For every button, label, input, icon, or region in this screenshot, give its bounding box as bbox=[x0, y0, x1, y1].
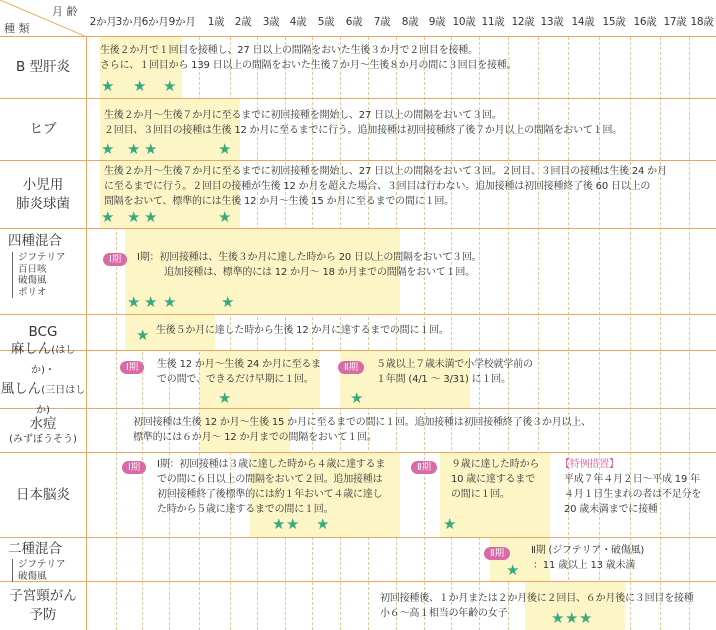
vaccine-name: 二種混合 bbox=[8, 541, 62, 557]
period-badge: Ⅰ期 bbox=[120, 361, 144, 374]
star-icon: ★ bbox=[127, 140, 141, 158]
age-column-label: 16歳 bbox=[633, 16, 657, 28]
schedule-text: 生後５か月に達した時から生後 12 か月に達するまでの間に１回。 bbox=[156, 325, 449, 336]
schedule-text: １年間 (4/1 ～ 3/31) に１回。 bbox=[376, 374, 511, 385]
age-column-label: 2か月 bbox=[89, 16, 117, 28]
star-icon: ★ bbox=[101, 208, 115, 226]
schedule-text: 生後２か月で１回目を接種し、27 日以上の間隔をおいた生後３か月で２回目を接種。 bbox=[100, 45, 478, 56]
age-header-row bbox=[0, 0, 716, 37]
schedule-text: ２回目、３回目の接種は生後 12 か月に至るまでに行う。追加接種は初回接種終了後７か月以上の間隔をおいて１回。 bbox=[104, 125, 623, 136]
star-icon: ★ bbox=[565, 609, 579, 627]
special-measure-title: 【特例措置】 bbox=[560, 459, 619, 470]
row-hpv bbox=[0, 582, 716, 630]
age-column-label: 10歳 bbox=[452, 16, 476, 28]
star-icon: ★ bbox=[350, 389, 364, 407]
schedule-text: 標準的には６か月～ 12 か月までの間隔をおいて１回。 bbox=[133, 432, 377, 443]
vaccine-name: 子宮頸がん bbox=[9, 588, 77, 604]
age-column-label: 1歳 bbox=[207, 16, 225, 28]
vaccine-name-note: (みずぼうそう) bbox=[9, 434, 77, 446]
star-icon: ★ bbox=[551, 609, 565, 627]
age-column-label: 9か月 bbox=[168, 16, 196, 28]
vaccine-name-cell bbox=[0, 340, 87, 416]
age-column-label: 12歳 bbox=[511, 16, 535, 28]
age-column-label: 9歳 bbox=[428, 16, 446, 28]
star-icon: ★ bbox=[144, 140, 158, 158]
schedule-text: 間隔をおいて、標準的には生後 12 か月～生後 15 か月に至るまでの間に１回。 bbox=[104, 196, 454, 207]
star-icon: ★ bbox=[316, 515, 330, 533]
vaccine-name-cell bbox=[0, 229, 87, 314]
schedule-text: 生後２か月～生後７か月に至るまでに初回接種を開始し、27 日以上の間隔をおいて３回。２回目、３回目の接種は生後 24 か月 bbox=[104, 166, 667, 177]
vaccine-name-cell bbox=[0, 161, 87, 228]
component-item: ジフテリア bbox=[18, 252, 66, 263]
corner-cell bbox=[0, 0, 87, 37]
vaccine-name-main: 風しん bbox=[0, 380, 42, 397]
vaccine-name: 水痘 bbox=[29, 416, 57, 433]
star-icon: ★ bbox=[127, 208, 141, 226]
star-icon: ★ bbox=[221, 293, 235, 311]
row-dt bbox=[0, 538, 716, 582]
schedule-text: ５歳以上７歳未満で小学校就学前の bbox=[376, 359, 533, 370]
vaccine-name bbox=[0, 340, 86, 380]
star-icon: ★ bbox=[218, 140, 232, 158]
schedule-text: 10 歳に達するまで bbox=[451, 474, 535, 485]
age-column-label: 6か月 bbox=[141, 16, 169, 28]
age-column-label: 6歳 bbox=[345, 16, 363, 28]
schedule-text: での間に６日以上の間隔をおいて２回。追加接種は bbox=[157, 474, 383, 485]
row-japanese-encephalitis bbox=[0, 453, 716, 538]
vaccine-name: ヒブ bbox=[29, 121, 57, 137]
vaccine-name-cell bbox=[0, 99, 87, 160]
vaccine-name: B 型肝炎 bbox=[15, 59, 71, 75]
vaccine-name: 四種混合 bbox=[8, 233, 62, 249]
component-item: 破傷風 bbox=[18, 570, 47, 582]
vaccine-name-note: (三日はしか) bbox=[36, 384, 86, 416]
age-column-label: 4歳 bbox=[289, 16, 307, 28]
age-column-label: 15歳 bbox=[602, 16, 626, 28]
star-icon: ★ bbox=[579, 609, 593, 627]
period-badge: Ⅰ期 bbox=[122, 461, 146, 474]
star-icon: ★ bbox=[272, 515, 286, 533]
period-badge: Ⅱ期 bbox=[411, 461, 437, 474]
vaccine-name-cell bbox=[0, 409, 87, 452]
schedule-text: た時から５歳に達するまでの間に１回。 bbox=[157, 504, 334, 515]
vaccine-name: 小児用 bbox=[22, 176, 64, 193]
schedule-text: さらに、１回目から 139 日以上の間隔をおいた生後７か月～生後８か月の間に３回目を接種。 bbox=[100, 60, 517, 71]
row-varicella bbox=[0, 409, 716, 453]
schedule-text: 追加接種は、標準的には 12 か月～ 18 か月までの間隔をおいて１回。 bbox=[164, 267, 475, 278]
star-icon: ★ bbox=[101, 77, 115, 95]
corner-type-label: 種 類 bbox=[4, 22, 30, 35]
schedule-text: 初回接種は生後 12 か月～生後 15 か月に至るまでの間に１回。追加接種は初回接種終了後３か月以上、 bbox=[133, 417, 591, 428]
vaccine-name-main: 麻しん bbox=[10, 340, 52, 357]
schedule-text: での間で、できるだけ早期に１回。 bbox=[157, 374, 314, 385]
schedule-text: の間に１回。 bbox=[451, 489, 510, 500]
component-item: 破傷風 bbox=[18, 275, 47, 286]
star-icon: ★ bbox=[133, 77, 147, 95]
row-bcg bbox=[0, 315, 716, 351]
schedule-text: 小６～高１相当の年齢の女子 bbox=[380, 608, 508, 619]
age-column-label: 2歳 bbox=[234, 16, 252, 28]
age-column-label: 11歳 bbox=[481, 16, 505, 28]
age-column-label: 13歳 bbox=[540, 16, 564, 28]
star-icon: ★ bbox=[144, 293, 158, 311]
schedule-text: 初回接種終了後標準的には約１年おいて４歳に達し bbox=[157, 489, 383, 500]
period-badge: Ⅱ期 bbox=[484, 547, 510, 560]
star-icon: ★ bbox=[443, 515, 457, 533]
vaccine-name-note: (はしか)・ bbox=[31, 344, 76, 376]
special-measure-text: 平成７年４月２日～平成 19 年 bbox=[564, 474, 700, 485]
schedule-text: Ⅱ期 (ジフテリア・破傷風) bbox=[531, 545, 645, 556]
period-badge: Ⅰ期 bbox=[103, 253, 127, 266]
schedule-text: ９歳に達した時から bbox=[451, 459, 540, 470]
component-item: ポリオ bbox=[18, 286, 47, 298]
star-icon: ★ bbox=[163, 77, 177, 95]
component-list bbox=[12, 252, 66, 298]
vaccine-name-cell bbox=[0, 37, 87, 98]
schedule-text: ：11 歳以上 13 歳未満 bbox=[533, 560, 636, 571]
row-hepatitis-b bbox=[0, 37, 716, 99]
schedule-text: 生後 12 か月～生後 24 か月に至るま bbox=[157, 359, 321, 370]
star-icon: ★ bbox=[506, 561, 520, 579]
star-icon: ★ bbox=[127, 293, 141, 311]
vaccine-name-cell bbox=[0, 582, 87, 630]
vaccine-name: 予防 bbox=[29, 607, 57, 623]
star-icon: ★ bbox=[218, 208, 232, 226]
vaccine-name: 日本脳炎 bbox=[16, 486, 70, 503]
age-column-label: 3歳 bbox=[262, 16, 280, 28]
component-item: ジフテリア bbox=[18, 559, 66, 570]
special-measure-text: 20 歳未満までに接種 bbox=[564, 504, 658, 515]
row-pneumococcal bbox=[0, 161, 716, 229]
vaccine-name-cell bbox=[0, 538, 87, 581]
age-column-label: 7歳 bbox=[373, 16, 391, 28]
age-column-label: 8歳 bbox=[401, 16, 419, 28]
star-icon: ★ bbox=[144, 208, 158, 226]
row-measles-rubella bbox=[0, 340, 716, 416]
schedule-text: Ⅰ期：初回接種は、生後３か月に達した時から 20 日以上の間隔をおいて３回。 bbox=[137, 252, 482, 263]
vaccine-name-cell bbox=[0, 453, 87, 537]
period-badge: Ⅱ期 bbox=[338, 361, 364, 374]
schedule-text: 生後２か月～生後７か月に至るまでに初回接種を開始し、27 日以上の間隔をおいて３回。 bbox=[104, 110, 502, 121]
age-column-label: 3か月 bbox=[115, 16, 143, 28]
component-item: 百日咳 bbox=[18, 263, 47, 275]
star-icon: ★ bbox=[163, 293, 177, 311]
schedule-text: に至るまでに行う。２回目の接種が生後 12 か月を超えた場合、３回目は行わない。追加接種は初回接種終了後 60 日以上の bbox=[104, 181, 651, 192]
row-hib bbox=[0, 99, 716, 161]
age-column-label: 5歳 bbox=[317, 16, 335, 28]
vaccine-name: BCG bbox=[28, 324, 58, 340]
schedule-text: Ⅰ期：初回接種は３歳に達した時から４歳に達するま bbox=[157, 459, 386, 470]
special-measure-text: ４月１日生まれの者は不足分を bbox=[564, 489, 702, 500]
component-list bbox=[12, 559, 66, 582]
row-dpt-ipv bbox=[0, 229, 716, 315]
star-icon: ★ bbox=[136, 326, 150, 344]
star-icon: ★ bbox=[286, 515, 300, 533]
age-column-label: 14歳 bbox=[571, 16, 595, 28]
age-column-label: 18歳 bbox=[690, 16, 714, 28]
schedule-text: 初回接種後、１か月または２か月後に２回目、６か月後に３回目を接種 bbox=[380, 593, 694, 604]
vaccine-name: 肺炎球菌 bbox=[16, 195, 70, 212]
star-icon: ★ bbox=[218, 389, 232, 407]
star-icon: ★ bbox=[101, 140, 115, 158]
corner-age-label: 月 齢 bbox=[52, 5, 78, 18]
age-column-label: 17歳 bbox=[663, 16, 687, 28]
